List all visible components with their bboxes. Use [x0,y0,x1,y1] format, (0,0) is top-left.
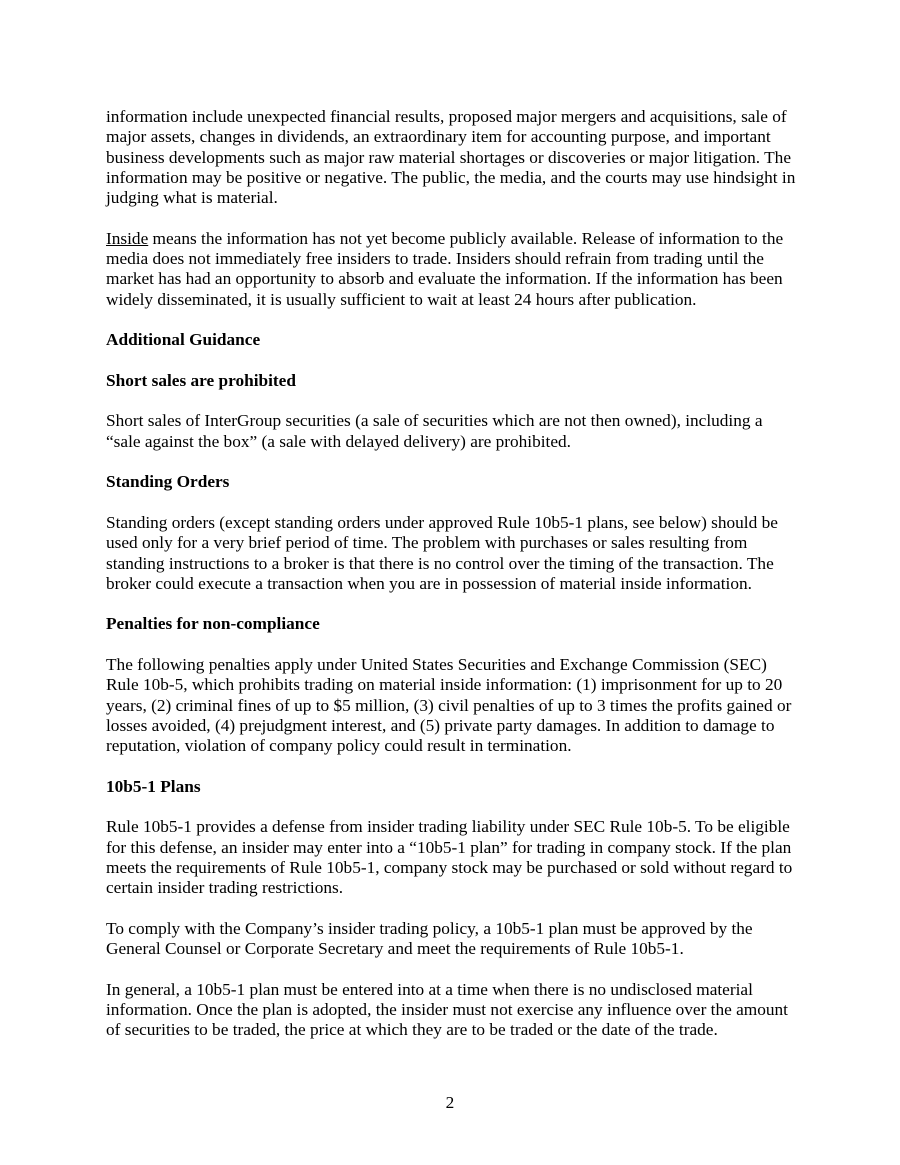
page-number: 2 [445,1093,455,1112]
page-content [106,107,798,1061]
inside-term: Inside [106,228,149,248]
paragraph-standing-orders: Standing orders (except standing orders under approved Rule 10b5-1 plans, see below) should be used only for a very brief period of time. The problem with purchases or sales resulting from standing instructions to a broker is that there is no control over the timing of the transaction. The broker could execute a transaction when you are in possession of material inside information. [106,512,778,593]
heading-penalties: Penalties for non-compliance [106,614,320,634]
heading-short-sales: Short sales are prohibited [106,370,296,390]
paragraph-plans-defense: Rule 10b5-1 provides a defense from insider trading liability under SEC Rule 10b-5. To be eligible for this defense, an insider may enter into a “10b5-1 plan” for trading in company stock. If the plan meets the requirements of Rule 10b5-1, company stock may be purchased or sold without regard to certain insider trading restrictions. [106,817,793,898]
paragraph-short-sales: Short sales of InterGroup securities (a sale of securities which are not then owned), including a “sale against the box” (a sale with delayed delivery) are prohibited. [106,411,763,451]
paragraph-plans-approval: To comply with the Company’s insider trading policy, a 10b5-1 plan must be approved by the General Counsel or Corporate Secretary and meet the requirements of Rule 10b5-1. [106,918,753,959]
heading-10b5-1-plans: 10b5-1 Plans [106,776,201,796]
heading-standing-orders: Standing Orders [106,472,230,492]
heading-additional-guidance: Additional Guidance [106,330,261,350]
paragraph-plans-general: In general, a 10b5-1 plan must be entered into at a time when there is no undisclosed material information. Once the plan is adopted, the insider must not exercise any influence over the amount of securities to be traded, the price at which they are to be traded or the date of the trade. [106,979,788,1040]
paragraph-material-info: information include unexpected financial results, proposed major mergers and acquisitions, sale of major assets, changes in dividends, an extraordinary item for accounting purpose, and important business developments such as major raw material shortages or discoveries or major litigation. The information may be positive or negative. The public, the media, and the courts may use hindsight in judging what is material. [106,107,796,208]
inside-definition-text: means the information has not yet become publicly available. Release of information to the media does not immediately free insiders to trade. Insiders should refrain from trading until the market has had an opportunity to absorb and evaluate the information. If the information has been widely disseminated, it is usually sufficient to wait at least 24 hours after publication. [106,228,784,309]
paragraph-penalties: The following penalties apply under United States Securities and Exchange Commission (SEC) Rule 10b-5, which prohibits trading on material inside information: (1) imprisonment for up to 20 years, (2) criminal fines of up to $5 million, (3) civil penalties of up to 3 times the profits gained or losses avoided, (4) prejudgment interest, and (5) private party damages. In addition to damage to reputation, violation of company policy could result in termination. [106,655,792,756]
paragraph-inside-definition [106,229,798,310]
